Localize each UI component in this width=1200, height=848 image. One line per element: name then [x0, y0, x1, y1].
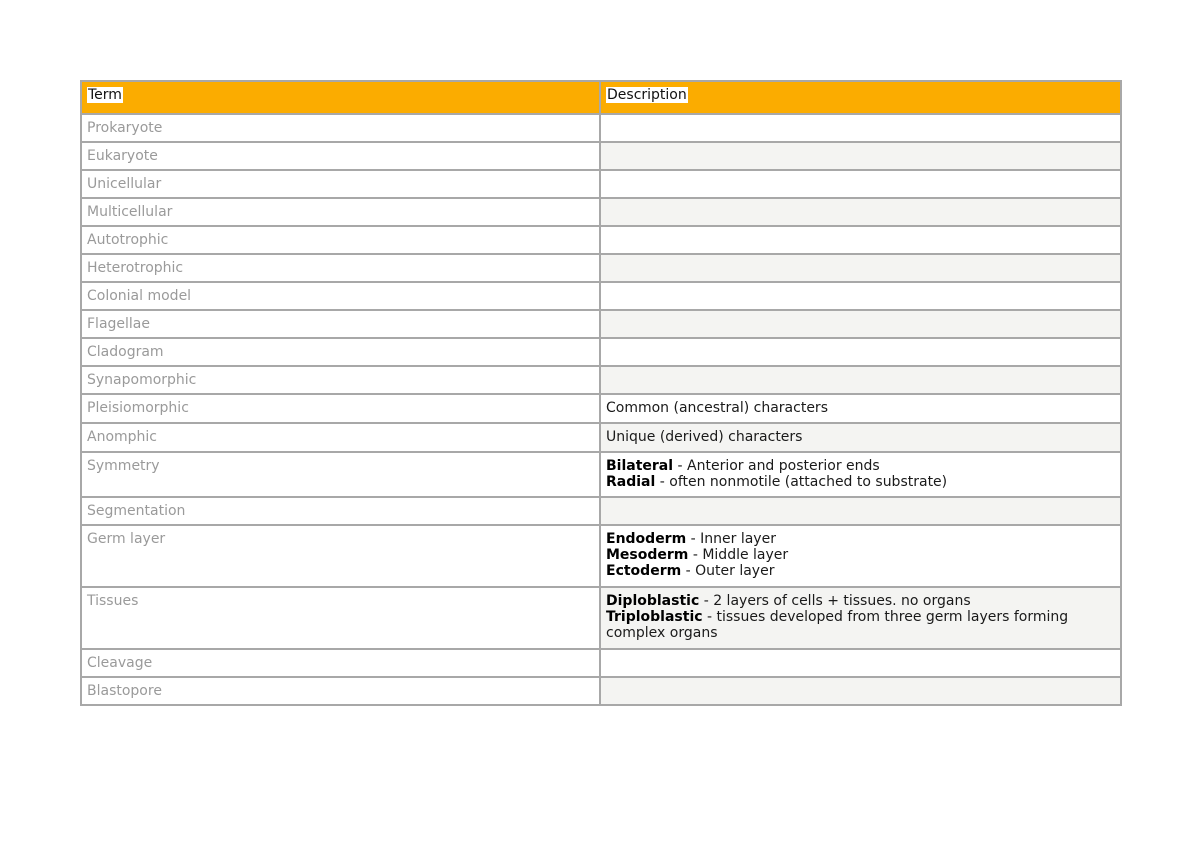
description-keyword: Bilateral: [606, 458, 674, 474]
description-text: - Middle layer: [688, 547, 789, 563]
table-row: [81, 525, 1121, 587]
description-cell: [600, 452, 1121, 497]
description-line: [606, 609, 1115, 641]
term-cell: Segmentation: [81, 497, 600, 525]
description-cell: [600, 338, 1121, 366]
table-row: [81, 394, 1121, 423]
table-row: [81, 452, 1121, 497]
terms-table: [80, 80, 1122, 706]
term-cell: Flagellae: [81, 310, 600, 338]
table-row: [81, 142, 1121, 170]
term-cell: Pleisiomorphic: [81, 394, 600, 423]
term-cell: Germ layer: [81, 525, 600, 587]
term-cell: Colonial model: [81, 282, 600, 310]
description-cell: [600, 497, 1121, 525]
description-line: [606, 563, 1115, 579]
description-text: - Anterior and posterior ends: [673, 458, 880, 474]
term-cell: Eukaryote: [81, 142, 600, 170]
description-keyword: Ectoderm: [606, 563, 682, 579]
description-keyword: Diploblastic: [606, 593, 700, 609]
header-term: [81, 81, 600, 114]
table-row: [81, 497, 1121, 525]
term-cell: Heterotrophic: [81, 254, 600, 282]
description-cell: [600, 310, 1121, 338]
term-cell: Symmetry: [81, 452, 600, 497]
header-term-label: Term: [88, 87, 122, 103]
table-row: [81, 170, 1121, 198]
table-header-row: [81, 81, 1121, 114]
description-cell: [600, 170, 1121, 198]
description-text: - often nonmotile (attached to substrate): [655, 474, 948, 490]
term-cell: Anomphic: [81, 423, 600, 452]
description-keyword: Endoderm: [606, 531, 687, 547]
description-cell: Unique (derived) characters: [600, 423, 1121, 452]
table-row: [81, 310, 1121, 338]
description-text: - Inner layer: [686, 531, 776, 547]
term-cell: Unicellular: [81, 170, 600, 198]
description-cell: [600, 226, 1121, 254]
description-cell: [600, 677, 1121, 705]
description-cell: [600, 366, 1121, 394]
term-cell: Multicellular: [81, 198, 600, 226]
table-row: [81, 282, 1121, 310]
description-line: [606, 531, 1115, 547]
description-line: [606, 474, 1115, 490]
description-keyword: Triploblastic: [606, 609, 703, 625]
description-text: - Outer layer: [681, 563, 775, 579]
table-row: [81, 649, 1121, 677]
header-description-label: Description: [607, 87, 687, 103]
table-row: [81, 366, 1121, 394]
table-row: [81, 114, 1121, 142]
description-cell: [600, 649, 1121, 677]
description-text: - 2 layers of cells + tissues. no organs: [699, 593, 971, 609]
description-cell: [600, 198, 1121, 226]
term-cell: Prokaryote: [81, 114, 600, 142]
header-description: [600, 81, 1121, 114]
description-cell: [600, 142, 1121, 170]
description-line: [606, 547, 1115, 563]
table-row: [81, 677, 1121, 705]
description-text: - tissues developed from three germ layers forming complex organs: [606, 609, 1069, 641]
table-row: [81, 198, 1121, 226]
description-cell: [600, 254, 1121, 282]
term-cell: Tissues: [81, 587, 600, 649]
table-row: [81, 587, 1121, 649]
table-row: [81, 226, 1121, 254]
table-row: [81, 338, 1121, 366]
term-cell: Blastopore: [81, 677, 600, 705]
description-cell: [600, 114, 1121, 142]
description-line: [606, 458, 1115, 474]
description-cell: [600, 587, 1121, 649]
description-keyword: Radial: [606, 474, 656, 490]
description-cell: Common (ancestral) characters: [600, 394, 1121, 423]
table-row: [81, 254, 1121, 282]
description-line: [606, 593, 1115, 609]
description-keyword: Mesoderm: [606, 547, 689, 563]
term-cell: Autotrophic: [81, 226, 600, 254]
term-cell: Cleavage: [81, 649, 600, 677]
term-cell: Synapomorphic: [81, 366, 600, 394]
term-cell: Cladogram: [81, 338, 600, 366]
table-row: [81, 423, 1121, 452]
description-cell: [600, 282, 1121, 310]
description-cell: [600, 525, 1121, 587]
